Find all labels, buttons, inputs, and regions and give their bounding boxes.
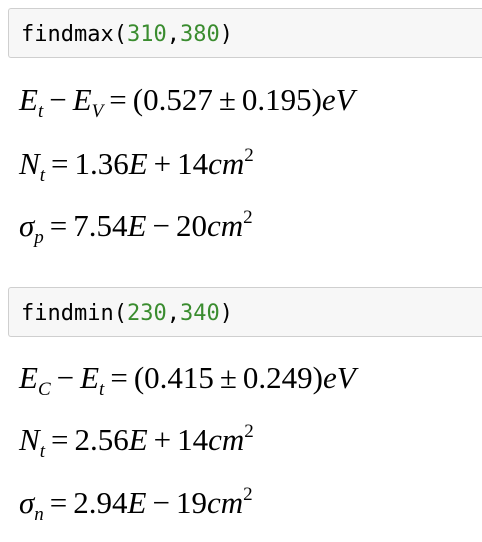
code-line-findmin[interactable] bbox=[21, 301, 233, 327]
plus-minus-operator: ± bbox=[219, 360, 237, 395]
exponent-sign: − bbox=[152, 208, 170, 243]
energy-subscript: t bbox=[99, 379, 105, 400]
exponent-sign: + bbox=[153, 146, 172, 181]
energy-symbol: E bbox=[80, 360, 100, 395]
paren-open: ( bbox=[133, 360, 145, 395]
exponent-letter: E bbox=[127, 208, 147, 243]
cross-section-mantissa: 7.54 bbox=[73, 208, 128, 243]
exponent-letter: E bbox=[128, 146, 148, 181]
unit-power: 2 bbox=[243, 207, 253, 228]
unit-power: 2 bbox=[244, 421, 254, 442]
energy-subscript: V bbox=[91, 101, 104, 122]
output-trap-density bbox=[19, 421, 254, 462]
paren-close: ) bbox=[219, 22, 233, 47]
energy-uncertainty: 0.195 bbox=[241, 82, 312, 117]
cross-section-unit: cm bbox=[206, 485, 244, 520]
paren-open: ( bbox=[113, 301, 127, 326]
code-line-findmax[interactable] bbox=[21, 22, 233, 48]
minus-operator: − bbox=[49, 82, 67, 117]
energy-symbol: E bbox=[19, 82, 38, 117]
minus-operator: − bbox=[56, 360, 75, 395]
argument-1: 230 bbox=[126, 301, 167, 326]
cross-section-unit: cm bbox=[206, 208, 244, 243]
comma: , bbox=[166, 22, 180, 47]
sigma-subscript: n bbox=[34, 504, 44, 525]
density-unit: cm bbox=[208, 146, 245, 181]
density-exponent: 14 bbox=[177, 146, 209, 181]
density-exponent: 14 bbox=[177, 422, 209, 457]
density-symbol: N bbox=[19, 146, 40, 181]
density-unit: cm bbox=[208, 422, 245, 457]
energy-unit: eV bbox=[321, 82, 355, 117]
comma: , bbox=[166, 301, 180, 326]
argument-2: 340 bbox=[179, 301, 220, 326]
cross-section-exponent: 20 bbox=[175, 208, 207, 243]
exponent-letter: E bbox=[128, 422, 148, 457]
exponent-sign: − bbox=[152, 485, 170, 520]
paren-close: ) bbox=[219, 301, 233, 326]
sigma-symbol: σ bbox=[19, 208, 35, 243]
density-subscript: t bbox=[39, 165, 45, 186]
sigma-subscript: p bbox=[34, 227, 44, 248]
equals-operator: = bbox=[49, 485, 68, 520]
density-mantissa: 2.56 bbox=[74, 422, 129, 457]
energy-value: 0.415 bbox=[144, 360, 214, 395]
equals-operator: = bbox=[49, 208, 68, 243]
equals-operator: = bbox=[50, 146, 69, 181]
unit-power: 2 bbox=[244, 145, 254, 166]
unit-power: 2 bbox=[243, 484, 253, 505]
paren-close: ) bbox=[311, 82, 322, 117]
equals-operator: = bbox=[110, 360, 128, 395]
cross-section-exponent: 19 bbox=[175, 485, 207, 520]
paren-open: ( bbox=[132, 82, 144, 117]
code-cell-findmax[interactable] bbox=[8, 8, 482, 58]
energy-value: 0.527 bbox=[143, 82, 213, 117]
density-mantissa: 1.36 bbox=[74, 146, 129, 181]
argument-1: 310 bbox=[126, 22, 167, 47]
output-cross-section bbox=[19, 207, 253, 248]
equals-operator: = bbox=[50, 422, 69, 457]
paren-open: ( bbox=[113, 22, 127, 47]
density-symbol: N bbox=[19, 422, 40, 457]
energy-subscript: t bbox=[37, 101, 44, 122]
argument-2: 380 bbox=[179, 22, 220, 47]
cross-section-mantissa: 2.94 bbox=[73, 485, 128, 520]
function-name: findmax bbox=[21, 22, 114, 47]
energy-unit: eV bbox=[322, 360, 356, 395]
energy-subscript: C bbox=[37, 379, 51, 400]
exponent-letter: E bbox=[127, 485, 147, 520]
code-cell-findmin[interactable] bbox=[8, 287, 482, 337]
plus-minus-operator: ± bbox=[218, 82, 236, 117]
output-energy-level bbox=[19, 360, 356, 400]
output-energy-level bbox=[19, 82, 355, 122]
output-trap-density bbox=[19, 145, 254, 186]
paren-close: ) bbox=[312, 360, 323, 395]
equals-operator: = bbox=[109, 82, 127, 117]
energy-symbol: E bbox=[19, 360, 38, 395]
energy-symbol: E bbox=[72, 82, 92, 117]
sigma-symbol: σ bbox=[19, 485, 35, 520]
exponent-sign: + bbox=[153, 422, 172, 457]
density-subscript: t bbox=[39, 441, 45, 462]
output-cross-section bbox=[19, 484, 253, 525]
energy-uncertainty: 0.249 bbox=[242, 360, 313, 395]
function-name: findmin bbox=[21, 301, 114, 326]
